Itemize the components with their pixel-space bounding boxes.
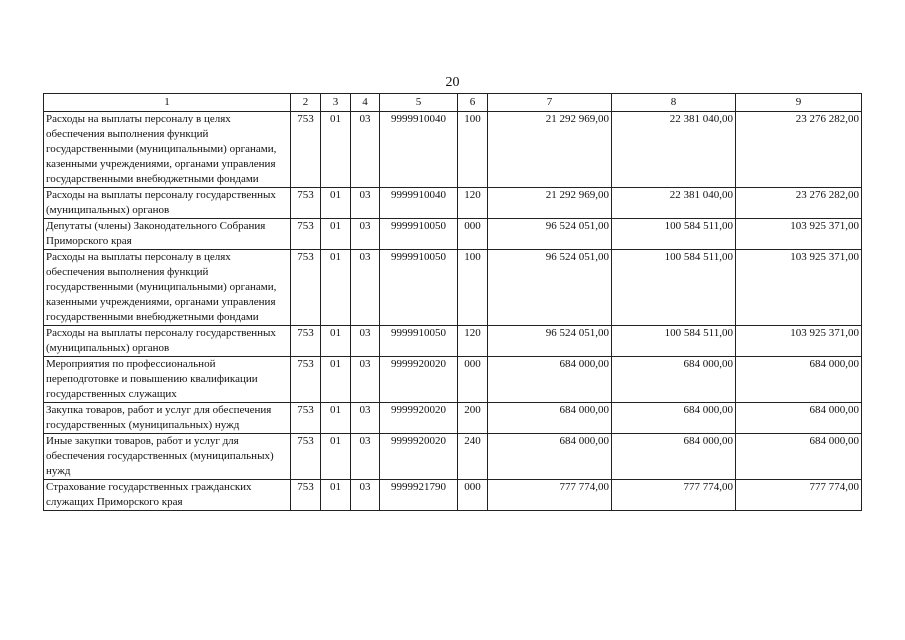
expense-type-code: 120 [458,188,488,219]
target-article-code: 9999910050 [380,326,458,357]
section-code: 01 [321,326,351,357]
table-row [44,326,862,357]
column-header-3: 3 [321,94,351,112]
expense-name: Расходы на выплаты персоналу в целях обеспечения выполнения функций государственными (муниципальными) органами, казенными учреждениями, органами управления государственными внебюджетными фондами [44,112,291,188]
expense-name: Иные закупки товаров, работ и услуг для обеспечения государственных (муниципальных) нужд [44,434,291,480]
amount-col-8: 100 584 511,00 [612,250,736,326]
amount-col-9: 777 774,00 [736,480,862,511]
expense-type-code: 200 [458,403,488,434]
column-header-4: 4 [351,94,380,112]
ministry-code: 753 [291,403,321,434]
subsection-code: 03 [351,480,380,511]
ministry-code: 753 [291,250,321,326]
amount-col-7: 21 292 969,00 [488,112,612,188]
amount-col-8: 100 584 511,00 [612,219,736,250]
section-code: 01 [321,434,351,480]
subsection-code: 03 [351,250,380,326]
target-article-code: 9999910040 [380,188,458,219]
amount-col-8: 100 584 511,00 [612,326,736,357]
amount-col-9: 684 000,00 [736,403,862,434]
expense-name: Расходы на выплаты персоналу в целях обеспечения выполнения функций государственными (муниципальными) органами, казенными учреждениями, органами управления государственными внебюджетными фондами [44,250,291,326]
amount-col-7: 684 000,00 [488,403,612,434]
table-row [44,219,862,250]
section-code: 01 [321,403,351,434]
amount-col-9: 103 925 371,00 [736,326,862,357]
expense-type-code: 000 [458,480,488,511]
section-code: 01 [321,480,351,511]
expense-name: Закупка товаров, работ и услуг для обеспечения государственных (муниципальных) нужд [44,403,291,434]
amount-col-7: 684 000,00 [488,357,612,403]
target-article-code: 9999910050 [380,250,458,326]
target-article-code: 9999920020 [380,403,458,434]
expense-type-code: 100 [458,112,488,188]
expense-name: Мероприятия по профессиональной переподготовке и повышению квалификации государственных служащих [44,357,291,403]
amount-col-7: 96 524 051,00 [488,250,612,326]
amount-col-9: 684 000,00 [736,434,862,480]
amount-col-7: 684 000,00 [488,434,612,480]
expense-name: Расходы на выплаты персоналу государственных (муниципальных) органов [44,326,291,357]
section-code: 01 [321,188,351,219]
section-code: 01 [321,219,351,250]
amount-col-9: 103 925 371,00 [736,250,862,326]
amount-col-9: 23 276 282,00 [736,188,862,219]
amount-col-8: 684 000,00 [612,403,736,434]
column-header-2: 2 [291,94,321,112]
ministry-code: 753 [291,357,321,403]
amount-col-8: 22 381 040,00 [612,112,736,188]
amount-col-8: 684 000,00 [612,434,736,480]
table-row [44,403,862,434]
table-row [44,250,862,326]
amount-col-9: 23 276 282,00 [736,112,862,188]
expense-name: Расходы на выплаты персоналу государственных (муниципальных) органов [44,188,291,219]
expense-type-code: 000 [458,219,488,250]
column-header-8: 8 [612,94,736,112]
expense-name: Страхование государственных гражданских служащих Приморского края [44,480,291,511]
ministry-code: 753 [291,112,321,188]
amount-col-8: 684 000,00 [612,357,736,403]
amount-col-9: 684 000,00 [736,357,862,403]
ministry-code: 753 [291,326,321,357]
subsection-code: 03 [351,403,380,434]
budget-table [43,93,862,511]
ministry-code: 753 [291,434,321,480]
section-code: 01 [321,357,351,403]
section-code: 01 [321,112,351,188]
target-article-code: 9999921790 [380,480,458,511]
subsection-code: 03 [351,326,380,357]
page-number: 20 [445,75,460,90]
amount-col-9: 103 925 371,00 [736,219,862,250]
column-header-9: 9 [736,94,862,112]
expense-type-code: 100 [458,250,488,326]
expense-type-code: 240 [458,434,488,480]
target-article-code: 9999910050 [380,219,458,250]
ministry-code: 753 [291,480,321,511]
column-header-7: 7 [488,94,612,112]
expense-type-code: 120 [458,326,488,357]
target-article-code: 9999920020 [380,357,458,403]
subsection-code: 03 [351,219,380,250]
section-code: 01 [321,250,351,326]
column-header-row [44,94,862,112]
target-article-code: 9999920020 [380,434,458,480]
column-header-1: 1 [44,94,291,112]
amount-col-8: 777 774,00 [612,480,736,511]
table-row [44,188,862,219]
subsection-code: 03 [351,357,380,403]
amount-col-7: 96 524 051,00 [488,326,612,357]
amount-col-7: 21 292 969,00 [488,188,612,219]
ministry-code: 753 [291,219,321,250]
amount-col-8: 22 381 040,00 [612,188,736,219]
amount-col-7: 777 774,00 [488,480,612,511]
subsection-code: 03 [351,188,380,219]
table-row [44,112,862,188]
subsection-code: 03 [351,434,380,480]
column-header-5: 5 [380,94,458,112]
column-header-6: 6 [458,94,488,112]
table-row [44,434,862,480]
expense-name: Депутаты (члены) Законодательного Собрания Приморского края [44,219,291,250]
ministry-code: 753 [291,188,321,219]
expense-type-code: 000 [458,357,488,403]
table-row [44,357,862,403]
amount-col-7: 96 524 051,00 [488,219,612,250]
target-article-code: 9999910040 [380,112,458,188]
subsection-code: 03 [351,112,380,188]
table-row [44,480,862,511]
